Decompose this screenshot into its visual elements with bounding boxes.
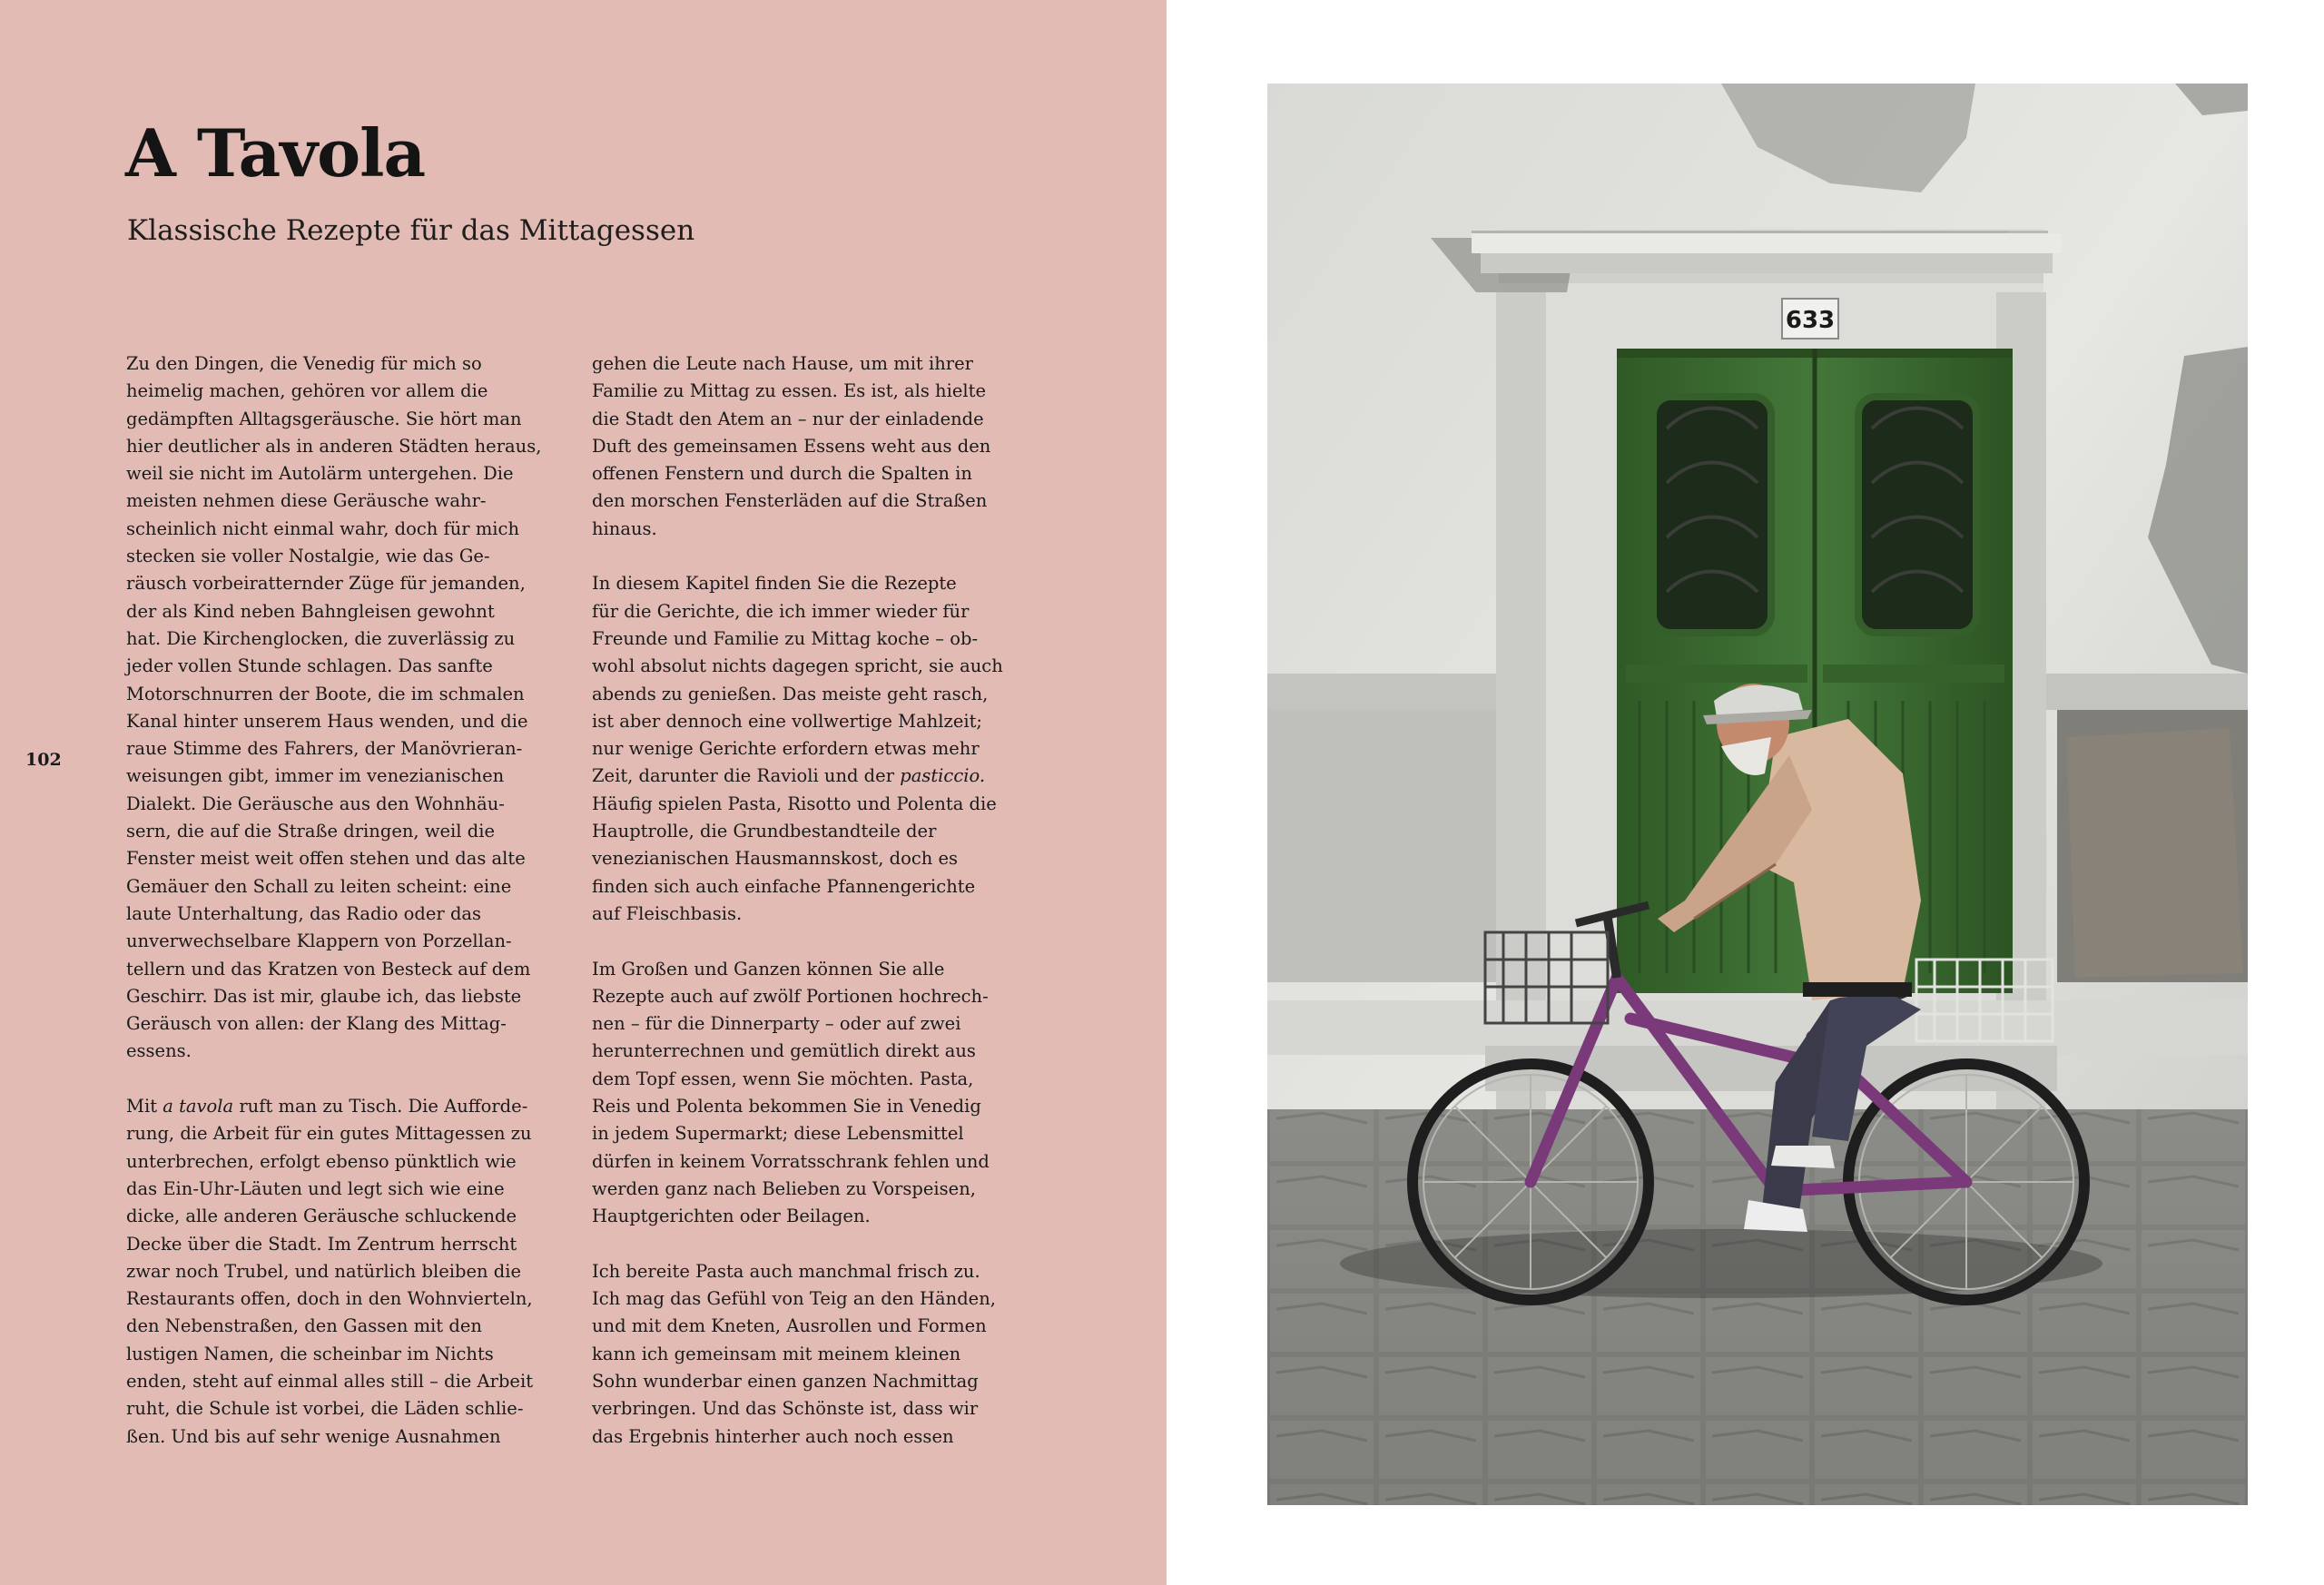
text-line	[592, 1285, 1009, 1313]
text-segment: Zeit, darunter die Ravioli und der	[592, 765, 901, 787]
house-number-sign: 633	[1785, 307, 1836, 334]
text-segment: Familie zu Mittag zu essen. Es ist, als hielte	[592, 380, 986, 402]
text-line	[126, 1148, 544, 1176]
text-line	[126, 460, 544, 487]
text-segment: offenen Fenstern und durch die Spalten in	[592, 463, 972, 485]
text-line	[126, 763, 544, 790]
text-line	[592, 845, 1009, 872]
text-segment: scheinlich nicht einmal wahr, doch für mich	[126, 517, 520, 539]
text-line	[592, 1093, 1009, 1120]
text-line	[126, 791, 544, 818]
text-line	[126, 1258, 544, 1285]
text-segment: ruht, die Schule ist vorbei, die Läden schlie-	[126, 1398, 524, 1420]
text-line	[126, 1423, 544, 1451]
text-line	[592, 570, 1009, 597]
italic-text: pasticcio.	[900, 765, 986, 787]
text-segment: den morschen Fensterläden auf die Straßen	[592, 490, 988, 512]
page-subtitle: Klassische Rezepte für das Mittagessen	[127, 214, 695, 247]
text-segment: Geräusch von allen: der Klang des Mittag-	[126, 1013, 507, 1035]
text-line	[592, 1368, 1009, 1395]
page-number: 102	[25, 750, 62, 770]
text-segment: hinaus.	[592, 517, 657, 539]
text-line	[126, 1120, 544, 1147]
text-line	[126, 1231, 544, 1258]
text-segment: und mit dem Kneten, Ausrollen und Formen	[592, 1315, 987, 1337]
text-line	[592, 1258, 1009, 1285]
text-line	[126, 570, 544, 597]
text-line	[126, 516, 544, 543]
text-line	[592, 681, 1009, 708]
text-segment: Zu den Dingen, die Venedig für mich so	[126, 353, 482, 374]
text-line	[126, 681, 544, 708]
text-line	[126, 928, 544, 955]
text-line	[592, 901, 1009, 928]
text-segment: tellern und das Kratzen von Besteck auf dem	[126, 958, 531, 980]
text-line	[126, 708, 544, 735]
text-segment: venezianischen Hausmannskost, doch es	[592, 848, 959, 870]
text-segment: Decke über die Stadt. Im Zentrum herrscht	[126, 1233, 517, 1255]
text-line	[592, 1395, 1009, 1423]
paragraph-gap	[592, 1231, 1009, 1258]
text-line	[592, 1203, 1009, 1230]
text-line	[592, 1423, 1009, 1451]
text-segment: dürfen in keinem Vorratsschrank fehlen und	[592, 1150, 990, 1172]
text-segment: Geschirr. Das ist mir, glaube ich, das liebste	[126, 985, 522, 1007]
text-segment: auf Fleischbasis.	[592, 902, 743, 924]
text-line	[592, 1341, 1009, 1368]
text-segment: ist aber dennoch eine vollwertige Mahlzeit;	[592, 710, 982, 732]
italic-text: a tavola	[162, 1096, 234, 1117]
text-line	[126, 1341, 544, 1368]
text-segment: wohl absolut nichts dagegen spricht, sie auch	[592, 655, 1003, 677]
text-segment: ruft man zu Tisch. Die Aufforde-	[233, 1096, 528, 1117]
text-line	[126, 1313, 544, 1340]
text-line	[592, 735, 1009, 763]
text-segment: heimelig machen, gehören vor allem die	[126, 380, 488, 402]
text-line	[592, 873, 1009, 901]
text-line	[592, 460, 1009, 487]
text-segment: unterbrechen, erfolgt ebenso pünktlich wie	[126, 1150, 517, 1172]
text-segment: die Stadt den Atem an – nur der einladende	[592, 408, 984, 429]
text-segment: weisungen gibt, immer im venezianischen	[126, 765, 505, 787]
text-segment: Motorschnurren der Boote, die im schmalen	[126, 683, 525, 704]
text-line	[126, 845, 544, 872]
text-line	[126, 983, 544, 1010]
text-segment: sern, die auf die Straße dringen, weil die	[126, 821, 495, 842]
text-line	[592, 516, 1009, 543]
text-segment: Fenster meist weit offen stehen und das alte	[126, 848, 526, 870]
text-line	[126, 1203, 544, 1230]
text-segment: Rezepte auch auf zwölf Portionen hochrech-	[592, 985, 989, 1007]
text-line	[126, 1395, 544, 1423]
text-segment: Ich bereite Pasta auch manchmal frisch zu.	[592, 1260, 980, 1282]
text-segment: essens.	[126, 1040, 192, 1062]
text-segment: zwar noch Trubel, und natürlich bleiben die	[126, 1260, 522, 1282]
text-segment: das Ein-Uhr-Läuten und legt sich wie eine	[126, 1177, 505, 1199]
text-line	[592, 983, 1009, 1010]
text-segment: den Nebenstraßen, den Gassen mit den	[126, 1315, 482, 1337]
paragraph-gap	[592, 543, 1009, 570]
text-segment: enden, steht auf einmal alles still – die Arbeit	[126, 1370, 534, 1392]
text-segment: finden sich auch einfache Pfannengerichte	[592, 875, 976, 897]
page-title: A Tavola	[125, 114, 426, 192]
text-segment: für die Gerichte, die ich immer wieder für	[592, 600, 970, 622]
text-line	[592, 1120, 1009, 1147]
text-segment: raue Stimme des Fahrers, der Manövrieran-	[126, 738, 523, 760]
text-line	[592, 818, 1009, 845]
text-segment: laute Unterhaltung, das Radio oder das	[126, 902, 482, 924]
text-line	[126, 1093, 544, 1120]
text-segment: Restaurants offen, doch in den Wohnvierteln,	[126, 1288, 533, 1310]
paragraph-gap	[126, 1066, 544, 1093]
text-segment: nen – für die Dinnerparty – oder auf zwei	[592, 1013, 961, 1035]
text-segment: herunterrechnen und gemütlich direkt aus	[592, 1040, 976, 1062]
text-segment: Mit	[126, 1096, 163, 1117]
text-segment: Dialekt. Die Geräusche aus den Wohnhäu-	[126, 792, 505, 814]
text-line	[592, 653, 1009, 680]
text-segment: Gemäuer den Schall zu leiten scheint: eine	[126, 875, 512, 897]
text-segment: Hauptrolle, die Grundbestandteile der	[592, 821, 937, 842]
text-line	[592, 1313, 1009, 1340]
text-segment: Duft des gemeinsamen Essens weht aus den	[592, 435, 991, 457]
text-segment: Freunde und Familie zu Mittag koche – ob-	[592, 627, 979, 649]
text-line	[592, 598, 1009, 625]
text-segment: Sohn wunderbar einen ganzen Nachmittag	[592, 1370, 979, 1392]
text-segment: unverwechselbare Klappern von Porzellan-	[126, 930, 512, 952]
text-segment: Hauptgerichten oder Beilagen.	[592, 1206, 871, 1227]
text-segment: meisten nehmen diese Geräusche wahr-	[126, 490, 487, 512]
text-line	[592, 956, 1009, 983]
text-line	[126, 873, 544, 901]
text-line	[592, 1066, 1009, 1093]
text-segment: gedämpften Alltagsgeräusche. Sie hört man	[126, 408, 522, 429]
text-segment: In diesem Kapitel finden Sie die Rezepte	[592, 573, 957, 595]
text-segment: Kanal hinter unserem Haus wenden, und die	[126, 710, 528, 732]
text-segment: abends zu genießen. Das meiste geht rasch,	[592, 683, 989, 704]
text-segment: nur wenige Gerichte erfordern etwas mehr	[592, 738, 980, 760]
text-line	[592, 625, 1009, 653]
text-line	[592, 433, 1009, 460]
text-line	[592, 1010, 1009, 1038]
text-line	[126, 543, 544, 570]
text-column-left	[126, 350, 544, 1451]
text-line	[126, 1010, 544, 1038]
text-line	[126, 406, 544, 433]
text-line	[126, 1285, 544, 1313]
text-segment: werden ganz nach Belieben zu Vorspeisen,	[592, 1177, 976, 1199]
text-segment: weil sie nicht im Autolärm untergehen. Die	[126, 463, 514, 485]
paragraph-gap	[592, 928, 1009, 955]
text-line	[592, 1176, 1009, 1203]
text-segment: verbringen. Und das Schönste ist, dass wir	[592, 1398, 979, 1420]
text-segment: lustigen Namen, die scheinbar im Nichts	[126, 1343, 494, 1364]
text-line	[126, 378, 544, 405]
text-segment: hier deutlicher als in anderen Städten heraus,	[126, 435, 542, 457]
text-line	[592, 791, 1009, 818]
text-line	[126, 901, 544, 928]
text-segment: ßen. Und bis auf sehr wenige Ausnahmen	[126, 1425, 501, 1447]
text-line	[592, 378, 1009, 405]
text-segment: Häufig spielen Pasta, Risotto und Polenta die	[592, 792, 997, 814]
text-line	[126, 1038, 544, 1065]
text-line	[126, 1368, 544, 1395]
text-line	[126, 956, 544, 983]
text-segment: das Ergebnis hinterher auch noch essen	[592, 1425, 954, 1447]
text-segment: dicke, alle anderen Geräusche schluckende	[126, 1206, 517, 1227]
text-segment: Im Großen und Ganzen können Sie alle	[592, 958, 945, 980]
text-line	[126, 1176, 544, 1203]
text-line	[126, 625, 544, 653]
text-line	[592, 763, 1009, 790]
text-segment: räusch vorbeiratternder Züge für jemanden,	[126, 573, 526, 595]
text-segment: gehen die Leute nach Hause, um mit ihrer	[592, 353, 973, 374]
text-segment: in jedem Supermarkt; diese Lebensmittel	[592, 1123, 964, 1145]
text-segment: hat. Die Kirchenglocken, die zuverlässig zu	[126, 627, 516, 649]
text-line	[126, 350, 544, 378]
text-line	[126, 487, 544, 515]
text-line	[592, 708, 1009, 735]
text-segment: stecken sie voller Nostalgie, wie das Ge-	[126, 546, 490, 567]
text-segment: Reis und Polenta bekommen Sie in Venedig	[592, 1096, 981, 1117]
text-line	[592, 1148, 1009, 1176]
text-line	[126, 735, 544, 763]
photo-cyclist-venice	[1267, 84, 2248, 1505]
text-segment: kann ich gemeinsam mit meinem kleinen	[592, 1343, 961, 1364]
text-line	[126, 653, 544, 680]
text-line	[592, 406, 1009, 433]
text-line	[126, 433, 544, 460]
text-segment: jeder vollen Stunde schlagen. Das sanfte	[126, 655, 493, 677]
text-line	[592, 487, 1009, 515]
text-column-right	[592, 350, 1009, 1451]
text-segment: Ich mag das Gefühl von Teig an den Händen,	[592, 1288, 996, 1310]
text-segment: dem Topf essen, wenn Sie möchten. Pasta,	[592, 1068, 974, 1089]
text-line	[592, 350, 1009, 378]
text-line	[126, 598, 544, 625]
text-line	[126, 818, 544, 845]
text-segment: der als Kind neben Bahngleisen gewohnt	[126, 600, 495, 622]
text-segment: rung, die Arbeit für ein gutes Mittagessen zu	[126, 1123, 532, 1145]
text-line	[592, 1038, 1009, 1065]
